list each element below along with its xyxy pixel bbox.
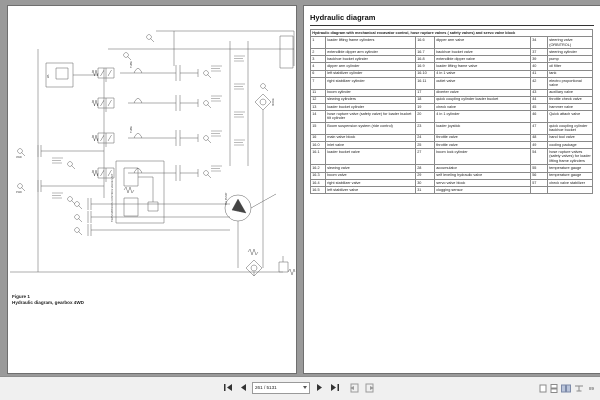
table-row — [311, 111, 593, 123]
part-name-cell: steering valve (ORBITROL) — [548, 37, 593, 49]
figure-number: Figure 1 — [12, 294, 30, 299]
part-number-cell: 55 — [531, 165, 548, 172]
table-row — [311, 179, 593, 186]
part-name-cell: hammer valve — [548, 103, 593, 110]
part-name-cell: inlet valve — [326, 141, 416, 148]
viewer-toolbar — [0, 376, 600, 400]
part-name-cell: slewing valve — [326, 165, 416, 172]
part-number-cell: 16.2 — [311, 165, 326, 172]
next-page-button[interactable] — [314, 381, 325, 394]
circled-ref — [124, 53, 131, 60]
part-name-cell: boom valve — [326, 172, 416, 179]
table-row — [311, 134, 593, 141]
table-row — [311, 141, 593, 148]
part-name-cell: extendible dipper valve — [435, 56, 531, 63]
table-row — [311, 37, 593, 49]
table-caption-row — [311, 30, 593, 37]
part-number-cell: 14 — [311, 111, 326, 123]
cylinder-symbol — [176, 65, 222, 81]
part-name-cell: 4 in 1 cylinder — [435, 111, 531, 123]
table-row — [311, 63, 593, 70]
part-number-cell: 16.7 — [416, 48, 435, 55]
part-name-cell: hose rupture valve (safety valve) for loader bucket tilt cylinder — [326, 111, 416, 123]
part-number-cell: 16.8 — [416, 56, 435, 63]
part-number-cell: 7 — [311, 77, 326, 89]
figure-caption — [12, 294, 84, 305]
part-number-cell: 47 — [531, 122, 548, 134]
table-row — [311, 103, 593, 110]
part-name-cell: cooling package — [548, 141, 593, 148]
next-view-icon — [364, 383, 375, 393]
previous-view-button[interactable] — [349, 381, 360, 394]
status-indicator: 89 — [588, 386, 594, 391]
part-name-cell: loader bucket cylinder — [326, 103, 416, 110]
part-name-cell: main valve block — [326, 134, 416, 141]
previous-page-button[interactable] — [237, 381, 248, 394]
part-name-cell: slewing cylinders — [326, 96, 416, 103]
part-number-cell: 27 — [416, 149, 435, 165]
svg-text:FWD: FWD — [16, 191, 22, 194]
svg-text:TRANSMISSION CONTROL VALVE UNI: TRANSMISSION CONTROL VALVE UNIT — [111, 173, 114, 222]
page-number-input[interactable] — [252, 382, 310, 394]
part-number-cell: 3 — [311, 56, 326, 63]
valve-symbol — [92, 133, 114, 147]
document-page-right — [303, 5, 600, 374]
part-number-cell: 41 — [531, 70, 548, 77]
table-caption: Hydraulic diagram with mechanical excavator control, hose rupture valves ( safety valves) and servo valve block — [311, 30, 593, 37]
table-row — [311, 122, 593, 134]
part-number-cell: 16.5 — [311, 186, 326, 193]
svg-text:TUBE: TUBE — [130, 126, 133, 133]
part-number-cell: 19 — [416, 103, 435, 110]
previous-page-icon — [239, 383, 247, 392]
tiny-labels — [234, 56, 245, 145]
part-name-cell: boom lock cylinder — [435, 149, 531, 165]
fit-width-view-icon[interactable] — [574, 384, 584, 393]
part-number-cell — [531, 186, 548, 193]
hydraulic-schematic — [8, 6, 296, 373]
part-name-cell: left stabilizer cylinder — [326, 70, 416, 77]
part-name-cell: clogging sensor — [435, 186, 531, 193]
table-row — [311, 56, 593, 63]
previous-view-icon — [349, 383, 360, 393]
part-number-cell: 23 — [416, 122, 435, 134]
svg-text:MODE: MODE — [272, 98, 275, 106]
page-number-value: 261 / 5131 — [255, 385, 277, 390]
table-row — [311, 70, 593, 77]
wl-component-box — [46, 63, 98, 87]
part-number-cell: 16.10 — [416, 70, 435, 77]
part-name-cell: temperature gauge — [548, 165, 593, 172]
page-navigation — [222, 381, 375, 394]
part-number-cell: 16 — [311, 134, 326, 141]
part-name-cell: Boom suspension system (ride control) — [326, 122, 416, 134]
part-number-cell: 56 — [531, 172, 548, 179]
cylinder-symbol — [176, 165, 222, 181]
part-number-cell: 46 — [531, 111, 548, 123]
port-tags — [75, 198, 230, 236]
part-number-cell: 16.6 — [416, 37, 435, 49]
part-name-cell: backhoe bucket cylinder — [326, 56, 416, 63]
part-number-cell: 13 — [311, 103, 326, 110]
transmission-control-box — [110, 161, 164, 223]
part-number-cell: 45 — [531, 103, 548, 110]
part-number-cell: 39 — [531, 56, 548, 63]
mode-selector-block — [255, 36, 293, 268]
part-name-cell: throttle check valve — [548, 96, 593, 103]
table-row — [311, 186, 593, 193]
part-number-cell: 24 — [416, 134, 435, 141]
part-name-cell: hand tool valve — [548, 134, 593, 141]
return-line — [10, 156, 283, 272]
table-row — [311, 96, 593, 103]
cylinder-symbol — [176, 95, 222, 111]
part-number-cell: 15 — [311, 122, 326, 134]
cylinder-symbol — [176, 130, 222, 146]
part-name-cell: loader lifting frame valve — [435, 63, 531, 70]
part-name-cell: backhoe bucket valve — [435, 48, 531, 55]
part-name-cell: check valve — [435, 103, 531, 110]
part-number-cell: 28 — [416, 165, 435, 172]
parts-table — [310, 29, 593, 194]
part-name-cell: right stabilizer cylinder — [326, 77, 416, 89]
part-number-cell: 25 — [416, 141, 435, 148]
table-row — [311, 165, 593, 172]
table-row — [311, 149, 593, 165]
part-name-cell: steering cylinder — [548, 48, 593, 55]
part-name-cell: pump — [548, 56, 593, 63]
part-name-cell: tank — [548, 70, 593, 77]
last-page-icon — [330, 383, 340, 392]
part-number-cell: 34 — [531, 37, 548, 49]
part-name-cell: diverter valve — [435, 89, 531, 96]
part-number-cell: 18 — [416, 96, 435, 103]
part-number-cell: 16.9 — [416, 63, 435, 70]
part-number-cell: 6 — [311, 70, 326, 77]
part-name-cell: dipper arm valve — [435, 37, 531, 49]
part-number-cell: 16.4 — [311, 179, 326, 186]
part-name-cell: quick coupling cylinder backhoe bucket — [548, 122, 593, 134]
part-number-cell: 29 — [416, 172, 435, 179]
part-number-cell: 2 — [311, 48, 326, 55]
part-number-cell: 17 — [416, 89, 435, 96]
part-number-cell: 12 — [311, 96, 326, 103]
part-name-cell: auxiliary valve — [548, 89, 593, 96]
svg-text:TUBE: TUBE — [130, 61, 133, 68]
part-name-cell: quick coupling cylinder loader bucket — [435, 96, 531, 103]
page-dropdown-icon[interactable] — [303, 386, 307, 389]
part-name-cell: electro proportional valve — [548, 77, 593, 89]
title-divider — [310, 25, 594, 26]
pipe-lines — [38, 31, 294, 198]
continuous-view-icon[interactable] — [550, 384, 558, 393]
view-mode-group — [539, 384, 594, 393]
part-number-cell: 16.11 — [416, 77, 435, 89]
part-name-cell: loader bucket valve — [326, 149, 416, 165]
part-number-cell: 16.1 — [311, 149, 326, 165]
two-page-view-icon[interactable] — [561, 384, 571, 393]
part-number-cell: 48 — [531, 134, 548, 141]
part-number-cell: 54 — [531, 149, 548, 165]
part-number-cell: 20 — [416, 111, 435, 123]
part-name-cell: right stabilizer valve — [326, 179, 416, 186]
part-number-cell: 40 — [531, 63, 548, 70]
part-number-cell: 43 — [531, 89, 548, 96]
next-view-button[interactable] — [364, 381, 375, 394]
pump-symbol — [224, 192, 276, 268]
part-name-cell: accumulator — [435, 165, 531, 172]
svg-text:4WD: 4WD — [16, 156, 22, 159]
svg-text:OIL PUMP: OIL PUMP — [225, 192, 228, 205]
part-name-cell: left stabilizer valve — [326, 186, 416, 193]
part-name-cell: servo valve block — [435, 179, 531, 186]
part-name-cell — [548, 186, 593, 193]
part-name-cell: oil filter — [548, 63, 593, 70]
part-number-cell: 42 — [531, 77, 548, 89]
part-number-cell: 44 — [531, 96, 548, 103]
part-name-cell: dipper arm cylinder — [326, 63, 416, 70]
part-number-cell: 49 — [531, 141, 548, 148]
part-name-cell: temperature gauge — [548, 172, 593, 179]
part-name-cell: hose rupture valves (safety valves) for loader lifting frame cylinders — [549, 149, 591, 163]
part-name-cell: self leveling hydraulic valve — [435, 172, 531, 179]
part-name-cell: Quick attach valve — [548, 111, 593, 123]
part-number-cell: 16.3 — [311, 172, 326, 179]
part-number-cell: 30 — [416, 179, 435, 186]
4wd-branch — [16, 145, 104, 169]
page-title: Hydraulic diagram — [310, 13, 376, 22]
table-row — [311, 48, 593, 55]
single-page-view-icon[interactable] — [539, 384, 547, 393]
circled-ref — [147, 35, 154, 42]
part-number-cell: 31 — [416, 186, 435, 193]
part-number-cell: 11 — [311, 89, 326, 96]
valve-symbol — [92, 98, 114, 112]
document-page-left — [7, 5, 297, 374]
figure-title: Hydraulic diagram, gearbox 4WD — [12, 299, 84, 305]
table-row — [311, 172, 593, 179]
first-page-button[interactable] — [222, 381, 233, 394]
part-name-cell: outlet valve — [435, 77, 531, 89]
part-name-cell: throttle valve — [435, 134, 531, 141]
table-row — [311, 77, 593, 89]
part-number-cell: 4 — [311, 63, 326, 70]
table-row — [311, 89, 593, 96]
part-name-cell: loader joystick — [435, 122, 531, 134]
next-page-icon — [316, 383, 324, 392]
part-name-cell: boom cylinder — [326, 89, 416, 96]
last-page-button[interactable] — [329, 381, 340, 394]
first-page-icon — [223, 383, 233, 392]
part-name-cell: throttle valve — [435, 141, 531, 148]
part-name-cell: check valve stabilizer — [548, 179, 593, 186]
part-number-cell: 37 — [531, 48, 548, 55]
part-number-cell: 57 — [531, 179, 548, 186]
part-name-cell: extendible dipper arm cylinder — [326, 48, 416, 55]
part-name-cell: 4 in 1 valve — [435, 70, 531, 77]
part-number-cell: 1 — [311, 37, 326, 49]
hose-symbols — [129, 61, 142, 173]
part-number-cell: 16.0 — [311, 141, 326, 148]
svg-text:WL: WL — [47, 74, 50, 78]
part-name-cell: loader lifting frame cylinders — [326, 37, 416, 49]
